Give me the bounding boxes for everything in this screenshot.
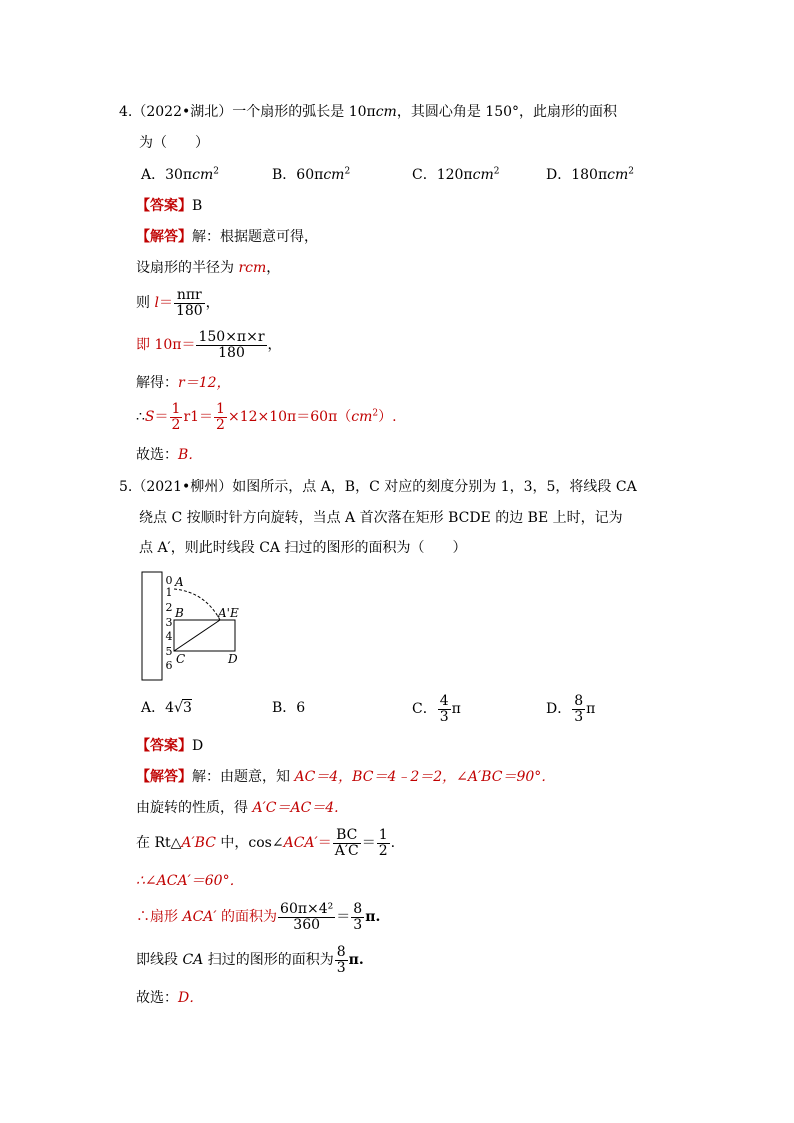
q4-stem-line2: 为（ ） [139, 135, 209, 151]
q5-sol-line4: ∴∠ACA′＝60°． [136, 873, 244, 889]
q4-line-ji: 即 10π＝ $\frac{150\times\pi\times r}{180}$ ， [136, 328, 282, 361]
q5-answer: 【答案】D [136, 738, 204, 754]
q5-option-b: B．6 [272, 700, 306, 716]
fraction-half-1: $\frac{1}{2}$ [171, 400, 181, 433]
q5-sol-line1: 【解答】解：由题意，知 AC＝4，BC＝4﹣2＝2，∠A′BC＝90°． [136, 769, 556, 785]
q4-option-a: A．30πcm$^2$ [141, 166, 219, 183]
tick-0: 0 [165, 574, 173, 587]
ruler-ticks [166, 574, 173, 672]
fraction-8-3-final: $\frac{8}{3}$ [336, 943, 346, 976]
q4-solution-intro: 【解答】解：根据题意可得， [136, 229, 318, 245]
fraction-half-2: $\frac{1}{2}$ [216, 400, 225, 433]
q5-stem-line2: 绕点 C 按顺时针方向旋转，当点 A 首次落在矩形 BCDE 的边 BE 上时，记为 [139, 510, 623, 526]
q4-option-d: D．180πcm$^2$ [546, 166, 635, 183]
fraction-l: $\frac{\text{nπr}}{180}$ [175, 286, 203, 319]
label-a-prime-e: A'E [218, 606, 239, 620]
q5-choose: 故选：D． [136, 990, 204, 1006]
tick-6: 6 [165, 659, 173, 672]
sqrt-sign: √ [174, 700, 183, 716]
ruler [142, 572, 162, 680]
q5-sol-line6: 即线段 CA 扫过的图形的面积为 $\frac{8}{3}$ π. [136, 943, 364, 976]
rectangle-bcde [174, 620, 235, 651]
q5-figure [140, 570, 250, 682]
label-d: D [228, 652, 238, 666]
fraction-ji: $\frac{150\times\pi\times r}{180}$ [198, 328, 265, 361]
label-a: A [175, 575, 184, 589]
q5-sol-line3: 在 Rt△A′BC 中，cos∠ACA′＝ $\frac{BC}{A'C}$ ＝ $\frac{1}{2}$ . [136, 826, 396, 859]
q5-option-a: A．4√3 [141, 700, 192, 716]
q5-stem-line1: 5.（2021•柳州）如图所示，点 A，B，C 对应的刻度分别为 1，3，5，将线段 CA [119, 479, 637, 495]
q4-line-l: 则 l＝ $\frac{\text{nπr}}{180}$ ， [136, 286, 220, 319]
q4-line-solve: 解得：r＝12， [136, 375, 231, 391]
q5-sol-line5: ∴扇形 ACA′ 的面积为 $\frac{\text{60π×4²}}{360}$ ＝ $\frac{8}{3}$ π. [136, 900, 381, 933]
fraction-bc-ac: $\frac{BC}{A'C}$ [334, 826, 359, 859]
fraction-8-3-result: $\frac{8}{3}$ [353, 900, 363, 933]
tick-4: 4 [165, 630, 173, 643]
q4-answer: 【答案】B [136, 198, 203, 214]
q5-option-d: D． $\frac{8}{3}$ π [546, 692, 596, 725]
tick-1: 1 [165, 586, 173, 599]
fraction-sector-area: $\frac{\text{60π×4²}}{360}$ [280, 900, 334, 933]
tick-3: 3 [165, 616, 173, 629]
q4-line-area: ∴S＝ $\frac{1}{2}$ r1＝ $\frac{1}{2}$ $\times 12\times 10\pi=60\pi(cm^2)$. [136, 400, 397, 433]
label-c: C [176, 652, 186, 666]
q4-line-radius: 设扇形的半径为 rcm， [136, 260, 281, 276]
q4-option-b: B．60πcm$^2$ [272, 166, 351, 183]
fraction-4-3: $\frac{4}{3}$ [439, 692, 449, 725]
tick-2: 2 [165, 601, 173, 614]
q4-stem-line1: 4.（2022•湖北）一个扇形的弧长是 10πcm，其圆心角是 150°，此扇形的面积 [119, 104, 618, 120]
q5-stem-line3: 点 A′，则此时线段 CA 扫过的图形的面积为（ ） [139, 540, 467, 556]
tick-5: 5 [165, 645, 173, 658]
label-b: B [175, 606, 184, 620]
q5-sol-line2: 由旋转的性质，得 A′C＝AC＝4. [136, 800, 339, 816]
q4-option-c: C．120πcm$^2$ [412, 166, 500, 183]
q4-choose: 故选：B． [136, 447, 203, 463]
q5-option-c: C． $\frac{4}{3}$ π [412, 692, 461, 725]
segment-ca-prime [174, 620, 220, 651]
fraction-1-2: $\frac{1}{2}$ [378, 826, 388, 859]
fraction-8-3: $\frac{8}{3}$ [574, 692, 584, 725]
